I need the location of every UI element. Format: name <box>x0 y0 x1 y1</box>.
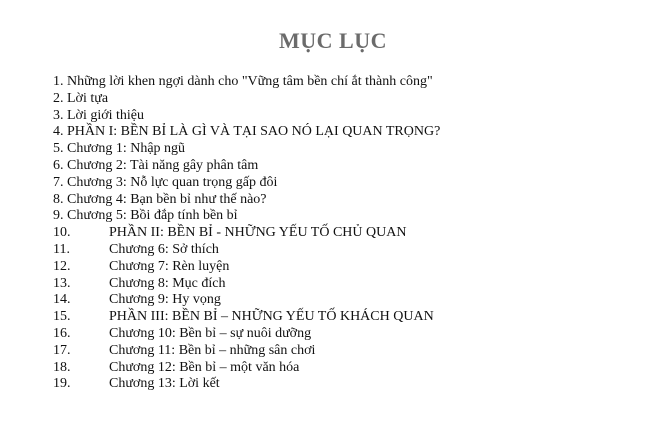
toc-item-number: 16. <box>53 325 71 341</box>
toc-item-text: PHẦN III: BỀN BỈ – NHỮNG YẾU TỐ KHÁCH QUAN <box>109 309 434 325</box>
toc-item-number: 10. <box>53 225 71 241</box>
toc-item <box>53 360 440 377</box>
toc-item <box>53 208 440 225</box>
toc-item-number: 9. <box>53 208 64 224</box>
toc-item-number: 18. <box>53 359 71 375</box>
toc-item-number: 14. <box>53 292 71 308</box>
toc-item-number: 15. <box>53 309 71 325</box>
toc-item-number: 1. <box>53 74 64 89</box>
toc-item-text: Chương 6: Sở thích <box>109 241 219 257</box>
toc-title: MỤC LỤC <box>279 28 387 53</box>
toc-item-text: Chương 12: Bền bỉ – một văn hóa <box>109 359 300 375</box>
toc-item-text: PHẦN I: BỀN BỈ LÀ GÌ VÀ TẠI SAO NÓ LẠI QUAN TRỌNG? <box>67 124 441 140</box>
toc-item-number: 19. <box>53 376 71 392</box>
toc-item-text: Chương 8: Mục đích <box>109 275 226 291</box>
toc-item-number: 12. <box>53 258 71 274</box>
toc-item <box>53 259 440 276</box>
toc-item-number: 17. <box>53 342 71 358</box>
toc-item <box>53 175 440 192</box>
toc-item-text: Chương 1: Nhập ngũ <box>67 141 186 157</box>
toc-item <box>53 309 440 326</box>
toc-item-number: 13. <box>53 275 71 291</box>
toc-item <box>53 225 440 242</box>
toc-item-text: Những lời khen ngợi dành cho "Vững tâm bền chí ắt thành công" <box>67 74 433 89</box>
toc-item-text: Lời giới thiệu <box>67 107 145 123</box>
toc-item <box>53 292 440 309</box>
toc-item-text: Chương 3: Nỗ lực quan trọng gấp đôi <box>67 174 278 190</box>
toc-item <box>53 242 440 259</box>
toc-item <box>53 276 440 293</box>
table-of-contents <box>53 74 440 393</box>
toc-item <box>53 376 440 393</box>
toc-item <box>53 74 440 91</box>
toc-item-text: Chương 13: Lời kết <box>109 376 220 392</box>
toc-item-number: 5. <box>53 141 64 157</box>
toc-item-text: PHẦN II: BỀN BỈ - NHỮNG YẾU TỐ CHỦ QUAN <box>109 225 407 241</box>
toc-item-number: 8. <box>53 191 64 207</box>
toc-item-number: 7. <box>53 174 64 190</box>
toc-item-number: 6. <box>53 157 64 173</box>
toc-item <box>53 91 440 108</box>
toc-item-text: Lời tựa <box>67 90 109 106</box>
toc-item-text: Chương 7: Rèn luyện <box>109 258 230 274</box>
toc-item-number: 3. <box>53 107 64 123</box>
toc-item <box>53 192 440 209</box>
toc-item <box>53 141 440 158</box>
toc-item-text: Chương 5: Bồi đắp tính bền bỉ <box>67 208 238 224</box>
toc-item-text: Chương 9: Hy vọng <box>109 292 221 308</box>
toc-item <box>53 124 440 141</box>
toc-item <box>53 326 440 343</box>
toc-item-text: Chương 2: Tài năng gây phân tâm <box>67 157 259 173</box>
toc-item-text: Chương 11: Bền bỉ – những sân chơi <box>109 342 316 358</box>
toc-item-text: Chương 4: Bạn bền bỉ như thế nào? <box>67 191 267 207</box>
toc-item-number: 2. <box>53 90 64 106</box>
toc-item-number: 11. <box>53 241 70 257</box>
toc-item <box>53 343 440 360</box>
toc-item <box>53 158 440 175</box>
toc-item-number: 4. <box>53 124 64 140</box>
toc-item-text: Chương 10: Bền bỉ – sự nuôi dưỡng <box>109 325 312 341</box>
toc-item <box>53 108 440 125</box>
